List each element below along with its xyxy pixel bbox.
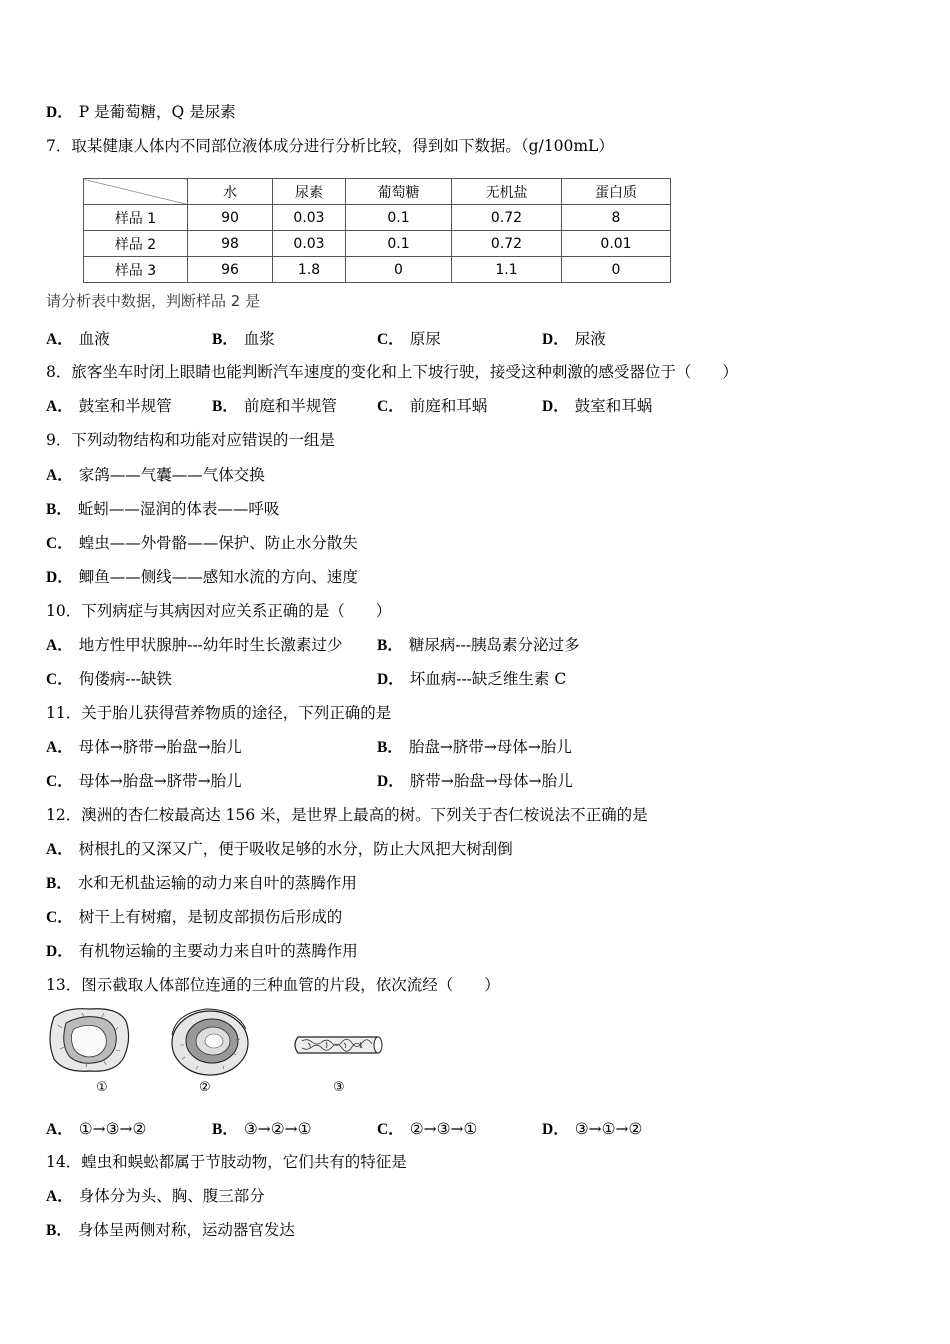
option-label: A． [46,1188,73,1205]
option-text: 树根扎的又深又广，便于吸收足够的水分，防止大风把大树刮倒 [78,840,513,858]
option-text: 胎盘→脐带→母体→胎儿 [408,738,572,756]
q6-option-d [46,102,236,123]
option-label: C． [377,331,404,348]
q12-option-d [46,941,358,962]
table-row [84,257,671,283]
option-text: 水和无机盐运输的动力来自叶的蒸腾作用 [77,874,357,892]
option-label: D． [542,1121,569,1138]
option-text: ②→③→① [409,1120,478,1138]
q13-option-b [212,1119,312,1140]
q10-stem: 10．下列病症与其病因对应关系正确的是（ ） [46,602,392,620]
option-text: 身体呈两侧对称，运动器官发达 [77,1221,295,1239]
q7-option-a [46,329,110,350]
option-label: A． [46,398,73,415]
vessel-3-figure [292,1033,386,1057]
table-header: 蛋白质 [562,179,671,205]
option-label: B． [212,1121,238,1138]
option-label: C． [46,535,73,552]
q13-option-a [46,1119,146,1140]
q11-option-d [377,771,573,792]
table-row [84,231,671,257]
option-label: D． [542,398,569,415]
option-label: A． [46,841,73,858]
option-label: D． [46,943,73,960]
q10-option-b [377,635,580,656]
q12-option-c [46,907,342,928]
option-text: 蚯蚓——湿润的体表——呼吸 [77,500,280,518]
q8-option-d [542,396,652,417]
table-cell: 0.72 [452,205,562,231]
q7-option-d [542,329,606,350]
option-text: ③→①→② [574,1120,643,1138]
option-label: A． [46,1121,73,1138]
option-text: ③→②→① [243,1120,312,1138]
option-label: A． [46,637,73,654]
q14-stem: 14．蝗虫和蜈蚣都属于节肢动物，它们共有的特征是 [46,1153,407,1171]
option-text: ①→③→② [78,1120,147,1138]
option-label: C． [377,398,404,415]
q7-data-table [83,178,671,283]
table-cell: 0 [346,257,452,283]
q13-stem: 13．图示截取人体部位连通的三种血管的片段，依次流经（ ） [46,976,500,994]
figure-label-2: ② [199,1080,211,1095]
q8-stem: 8．旅客坐车时闭上眼睛也能判断汽车速度的变化和上下坡行驶，接受这种刺激的感受器位于（ ） [46,363,738,381]
option-text: 血浆 [243,330,275,348]
option-text: 前庭和半规管 [243,397,337,415]
table-cell: 0.03 [273,205,346,231]
figure-label-1: ① [96,1080,108,1095]
q7-option-b [212,329,275,350]
option-text: 坏血病---缺乏维生素 C [409,670,567,688]
option-text: 有机物运输的主要动力来自叶的蒸腾作用 [78,942,358,960]
figure-label-3: ③ [333,1080,345,1095]
table-header: 无机盐 [452,179,562,205]
option-label: B． [212,331,238,348]
table-header: 水 [188,179,273,205]
q12-option-b [46,873,357,894]
option-text: P 是葡萄糖，Q 是尿素 [78,103,236,121]
q12-option-a [46,839,513,860]
table-cell: 0.03 [273,231,346,257]
table-header: 葡萄糖 [346,179,452,205]
vessel-2-figure [166,1005,250,1077]
option-label: C． [377,1121,404,1138]
q8-option-c [377,396,487,417]
option-label: B． [377,739,403,756]
option-label: B． [212,398,238,415]
option-label: D． [377,773,404,790]
q11-option-b [377,737,572,758]
q14-option-b [46,1220,295,1241]
option-label: D． [46,569,73,586]
table-cell: 0.1 [346,205,452,231]
q11-stem: 11．关于胎儿获得营养物质的途径，下列正确的是 [46,704,392,722]
q9-option-d [46,567,358,588]
table-header: 尿素 [273,179,346,205]
q10-option-a [46,635,342,656]
q7-option-c [377,329,441,350]
q10-option-d [377,669,566,690]
table-cell: 0.1 [346,231,452,257]
table-cell: 0 [562,257,671,283]
q9-option-a [46,465,265,486]
option-text: 鼓室和半规管 [78,397,172,415]
option-text: 身体分为头、胸、腹三部分 [78,1187,265,1205]
row-name: 样品 1 [84,205,188,231]
option-text: 血液 [78,330,110,348]
option-text: 糖尿病---胰岛素分泌过多 [408,636,580,654]
q7-table-caption: 请分析表中数据，判断样品 2 是 [46,292,261,310]
table-corner-cell [84,179,188,205]
table-cell: 98 [188,231,273,257]
option-label: A． [46,739,73,756]
option-label: A． [46,467,73,484]
q12-stem: 12．澳洲的杏仁桉最高达 156 米，是世界上最高的树。下列关于杏仁桉说法不正确的是 [46,806,648,824]
option-text: 尿液 [574,330,606,348]
option-text: 家鸽——气囊——气体交换 [78,466,265,484]
q8-option-b [212,396,337,417]
q9-option-c [46,533,358,554]
q14-option-a [46,1186,265,1207]
table-cell: 96 [188,257,273,283]
option-text: 母体→胎盘→脐带→胎儿 [78,772,242,790]
q13-option-c [377,1119,477,1140]
option-text: 佝偻病---缺铁 [78,670,172,688]
table-cell: 0.72 [452,231,562,257]
q11-option-c [46,771,242,792]
option-label: D． [46,104,73,121]
table-cell: 90 [188,205,273,231]
table-row [84,205,671,231]
option-label: B． [377,637,403,654]
row-name: 样品 3 [84,257,188,283]
row-name: 样品 2 [84,231,188,257]
option-text: 地方性甲状腺肿---幼年时生长激素过少 [78,636,343,654]
option-text: 树干上有树瘤，是韧皮部损伤后形成的 [78,908,343,926]
option-text: 鲫鱼——侧线——感知水流的方向、速度 [78,568,358,586]
table-cell: 8 [562,205,671,231]
table-cell: 1.8 [273,257,346,283]
option-label: A． [46,331,73,348]
q9-stem: 9．下列动物结构和功能对应错误的一组是 [46,431,335,449]
option-text: 前庭和耳蜗 [409,397,488,415]
option-label: C． [46,671,73,688]
table-cell: 1.1 [452,257,562,283]
option-label: B． [46,875,72,892]
option-text: 脐带→胎盘→母体→胎儿 [409,772,573,790]
q8-option-a [46,396,172,417]
option-text: 母体→脐带→胎盘→胎儿 [78,738,242,756]
option-label: B． [46,1222,72,1239]
option-label: C． [46,773,73,790]
option-label: D． [377,671,404,688]
option-label: C． [46,909,73,926]
option-text: 蝗虫——外骨骼——保护、防止水分散失 [78,534,358,552]
table-cell: 0.01 [562,231,671,257]
table-header-row [84,179,671,205]
q9-option-b [46,499,279,520]
q13-option-d [542,1119,642,1140]
option-label: D． [542,331,569,348]
option-label: B． [46,501,72,518]
q11-option-a [46,737,242,758]
option-text: 鼓室和耳蜗 [574,397,653,415]
vessel-1-figure [46,1005,132,1075]
q7-stem: 7．取某健康人体内不同部位液体成分进行分析比较，得到如下数据。（g/100mL） [46,137,614,155]
option-text: 原尿 [409,330,441,348]
q10-option-c [46,669,172,690]
